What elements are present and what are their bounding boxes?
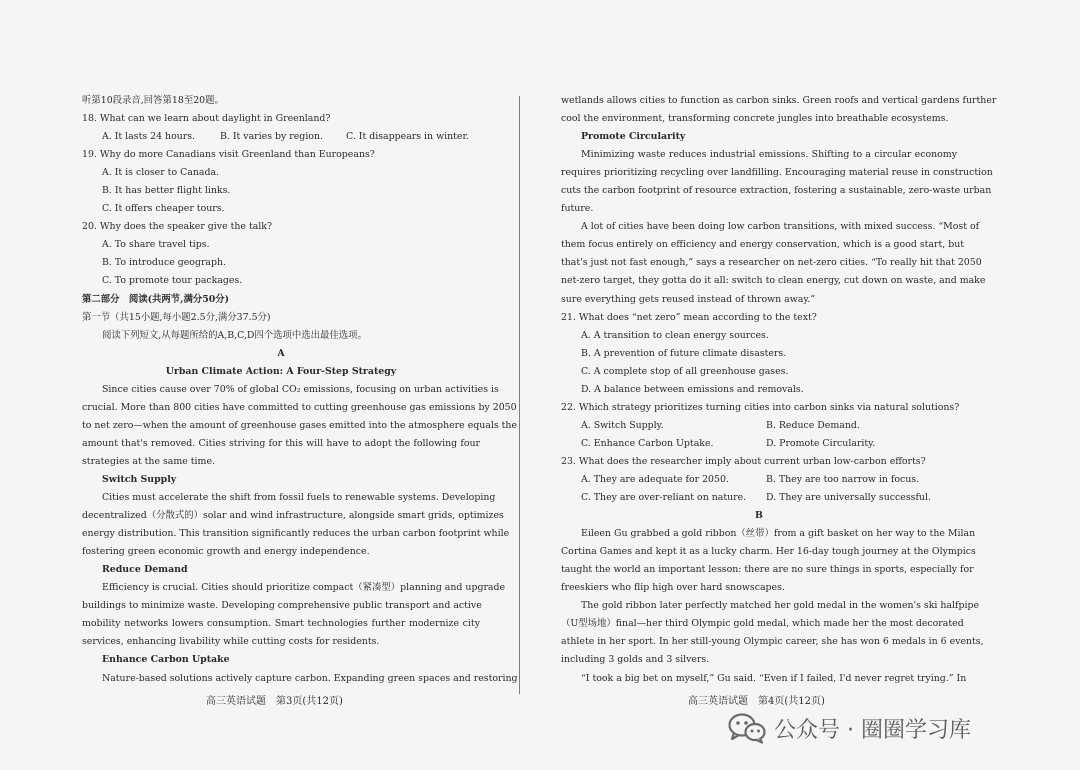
passage-line: Cortina Games and kept it as a lucky charm. Her 16-day tough journey at the Olympics bbox=[561, 546, 976, 558]
passage-line: A lot of cities have been doing low carbon transitions, with mixed success. “Most of bbox=[581, 221, 980, 233]
question-19: 19. Why do more Canadians visit Greenland than Europeans? bbox=[82, 149, 375, 161]
question-23: 23. What does the researcher imply about current urban low-carbon efforts? bbox=[561, 455, 926, 467]
option-b: B. To introduce geograph. bbox=[102, 257, 227, 269]
option-a: A. To share travel tips. bbox=[102, 239, 210, 251]
page-3-column bbox=[82, 92, 518, 688]
reading-instruction: 阅读下列短文,从每题所给的A,B,C,D四个选项中选出最佳选项。 bbox=[102, 329, 367, 341]
passage-line: Cities must accelerate the shift from fossil fuels to renewable systems. Developing bbox=[102, 492, 496, 504]
option-c: C. It disappears in winter. bbox=[346, 131, 469, 143]
option-c: C. A complete stop of all greenhouse gases. bbox=[581, 365, 789, 377]
option-c: C. It offers cheaper tours. bbox=[102, 203, 225, 215]
question-21: 21. What does “net zero” mean according to the text? bbox=[561, 311, 817, 323]
passage-line: them focus entirely on efficiency and energy conservation, which is a good start, but bbox=[561, 239, 965, 251]
option-b: B. They are too narrow in focus. bbox=[766, 473, 920, 485]
wechat-icon bbox=[728, 712, 766, 744]
passage-line: decentralized（分散式的）solar and wind infrastructure, alongside smart grids, optimizes bbox=[82, 510, 504, 522]
passage-line: strategies at the same time. bbox=[82, 455, 215, 467]
option-a: A. Switch Supply. bbox=[581, 419, 664, 431]
passage-line: including 3 golds and 3 silvers. bbox=[561, 654, 710, 666]
option-a: A. It lasts 24 hours. bbox=[102, 131, 196, 143]
page-divider bbox=[519, 96, 520, 694]
passage-line: （U型场地）final—her third Olympic gold medal, which made her the most decorated bbox=[561, 618, 964, 630]
option-d: D. Promote Circularity. bbox=[766, 437, 876, 449]
passage-line: The gold ribbon later perfectly matched her gold medal in the women's ski halfpipe bbox=[581, 600, 980, 612]
subheading-promote-circularity: Promote Circularity bbox=[581, 131, 686, 143]
passage-a-label: A bbox=[277, 347, 285, 359]
option-c: C. To promote tour packages. bbox=[102, 275, 243, 287]
passage-line: energy distribution. This transition significantly reduces the urban carbon footprint while bbox=[82, 528, 510, 540]
passage-line: wetlands allows cities to function as carbon sinks. Green roofs and vertical gardens further bbox=[561, 95, 997, 106]
option-b: B. It varies by region. bbox=[220, 131, 323, 143]
option-d: D. A balance between emissions and removals. bbox=[581, 383, 804, 395]
watermark-text: 公众号 · 圈圈学习库 bbox=[774, 717, 971, 743]
passage-a-title: Urban Climate Action: A Four-Step Strategy bbox=[165, 365, 397, 377]
question-18-options bbox=[82, 128, 480, 146]
question-23-options-row-1 bbox=[561, 471, 957, 489]
option-c: C. They are over-reliant on nature. bbox=[581, 492, 747, 504]
option-c: C. Enhance Carbon Uptake. bbox=[581, 437, 714, 449]
passage-line: fostering green economic growth and energy independence. bbox=[82, 546, 370, 558]
passage-line: future. bbox=[561, 203, 594, 215]
option-b: B. It has better flight links. bbox=[102, 185, 231, 197]
watermark bbox=[728, 710, 971, 746]
subheading-enhance-carbon-uptake: Enhance Carbon Uptake bbox=[102, 654, 230, 666]
passage-line: to net zero—when the amount of greenhouse gases emitted into the atmosphere equals the bbox=[82, 419, 518, 431]
passage-line: crucial. More than 800 cities have committed to cutting greenhouse gas emissions by 2050 bbox=[82, 401, 517, 413]
option-a: A. It is closer to Canada. bbox=[102, 167, 220, 179]
question-18: 18. What can we learn about daylight in Greenland? bbox=[82, 113, 331, 125]
question-20: 20. Why does the speaker give the talk? bbox=[82, 221, 273, 233]
passage-line: amount that's removed. Cities striving for this will have to adopt the following four bbox=[82, 437, 480, 449]
passage-line: freeskiers who flip high over hard snowscapes. bbox=[561, 582, 785, 594]
option-a: A. A transition to clean energy sources. bbox=[581, 329, 769, 341]
passage-line: services, enhancing livability while cutting costs for residents. bbox=[82, 636, 380, 648]
passage-line: Efficiency is crucial. Cities should prioritize compact（紧凑型）planning and upgrade bbox=[102, 582, 506, 594]
passage-line: cuts the carbon footprint of resource extraction, fostering a sustainable, zero-waste urban bbox=[561, 185, 992, 197]
passage-line: Minimizing waste reduces industrial emissions. Shifting to a circular economy bbox=[581, 149, 957, 161]
passage-line: requires prioritizing recycling over landfilling. Encouraging material reuse in construction bbox=[561, 167, 993, 179]
option-b: B. A prevention of future climate disasters. bbox=[581, 347, 787, 359]
passage-line: Nature-based solutions actively capture carbon. Expanding green spaces and restoring bbox=[102, 672, 518, 684]
listening-instruction: 听第10段录音,回答第18至20题。 bbox=[82, 95, 224, 106]
subheading-switch-supply: Switch Supply bbox=[102, 473, 177, 485]
part-two-heading: 第二部分 阅读(共两节,满分50分) bbox=[82, 293, 230, 305]
page-3-footer: 高三英语试题 第3页(共12页) bbox=[206, 696, 343, 707]
passage-line: Since cities cause over 70% of global CO₂ emissions, focusing on urban activities is bbox=[102, 383, 499, 395]
passage-line: Eileen Gu grabbed a gold ribbon（丝带）from a gift basket on her way to the Milan bbox=[581, 528, 976, 540]
section-one-heading: 第一节（共15小题,每小题2.5分,满分37.5分) bbox=[82, 311, 271, 323]
question-22-options-row-1 bbox=[561, 417, 957, 435]
option-b: B. Reduce Demand. bbox=[766, 419, 860, 431]
question-22-options-row-2 bbox=[561, 435, 957, 453]
option-d: D. They are universally successful. bbox=[766, 492, 931, 504]
passage-line: taught the world an important lesson: there are no sure things in sports, especially for bbox=[561, 564, 974, 576]
passage-b-label: B bbox=[755, 510, 763, 522]
passage-line: athlete in her sport. In her still-young Olympic career, she has won 6 medals in 6 events, bbox=[561, 636, 984, 648]
question-23-options-row-2 bbox=[561, 489, 957, 507]
question-22: 22. Which strategy prioritizes turning cities into carbon sinks via natural solutions? bbox=[561, 401, 960, 413]
passage-line: net-zero target, they gotta do it all: switch to clean energy, cut down on waste, and make bbox=[561, 275, 986, 287]
passage-line: that's just not fast enough,” says a researcher on net-zero cities. “To really hit that 2050 bbox=[561, 257, 982, 269]
passage-line: “I took a big bet on myself,” Gu said. “Even if I failed, I'd never regret trying.” In bbox=[581, 672, 967, 684]
subheading-reduce-demand: Reduce Demand bbox=[102, 564, 188, 576]
passage-line: buildings to minimize waste. Developing comprehensive public transport and active bbox=[82, 600, 482, 612]
passage-line: cool the environment, transforming concrete jungles into breathable ecosystems. bbox=[561, 113, 949, 125]
page-4-footer: 高三英语试题 第4页(共12页) bbox=[688, 696, 825, 707]
passage-line: mobility networks lowers consumption. Smart technologies further modernize city bbox=[82, 618, 480, 630]
page-4-column bbox=[561, 92, 997, 688]
passage-line: sure everything gets reused instead of thrown away.” bbox=[561, 293, 816, 305]
option-a: A. They are adequate for 2050. bbox=[581, 473, 729, 485]
